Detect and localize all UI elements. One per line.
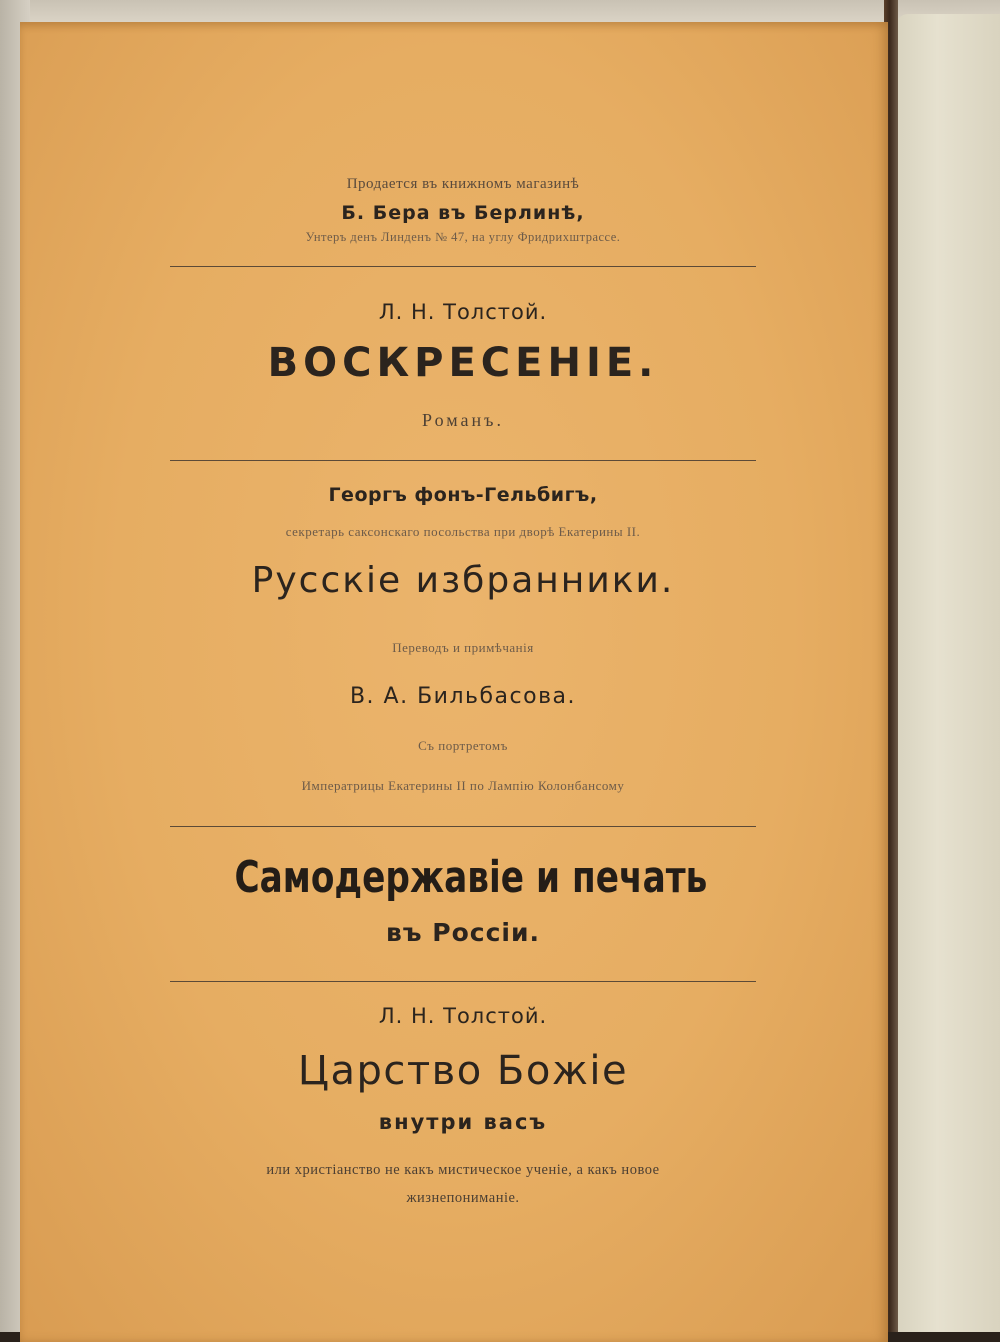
divider <box>170 460 756 461</box>
portrait-detail: Императрицы Екатерины II по Лампію Колонбансому <box>301 778 625 793</box>
portrait-note: Съ портретомъ <box>418 738 508 753</box>
seller-header <box>170 170 756 260</box>
book-voskresenie <box>170 296 756 446</box>
subtitle-vnutri-vas: внутри васъ <box>378 1110 548 1134</box>
divider <box>170 266 756 267</box>
author-gelbig: Георгъ фонъ-Гельбигъ, <box>328 484 598 506</box>
author-role: секретарь саксонскаго посольства при дворѣ Екатерины II. <box>285 524 641 539</box>
author-tolstoy-2: Л. Н. Толстой. <box>378 1004 548 1028</box>
translation-note: Переводъ и примѣчанія <box>392 640 534 655</box>
shop-name: Б. Бера въ Берлинѣ, <box>341 202 585 224</box>
subtitle-v-rossii: въ Россіи. <box>385 918 541 947</box>
genre-text: Романъ. <box>422 410 504 430</box>
description-line-1: или христіанство не какъ мистическое ученіе, а какъ новое <box>266 1162 660 1178</box>
title-tsarstvo-bozhie: Царство Божіе <box>297 1048 629 1094</box>
book-tsarstvo-bozhie <box>170 1000 756 1220</box>
author-tolstoy: Л. Н. Толстой. <box>378 300 548 324</box>
sold-at-text: Продается въ книжномъ магазинѣ <box>346 176 580 192</box>
description-line-2: жизнепониманіе. <box>406 1190 520 1206</box>
divider <box>170 826 756 827</box>
book-cover-edge <box>896 14 1000 1332</box>
shop-address: Унтеръ денъ Линденъ № 47, на углу Фридрихштрассе. <box>305 230 621 244</box>
title-voskresenie: ВОСКРЕСЕНІЕ. <box>267 340 659 386</box>
title-russkie-izbranniki: Русскіе избранники. <box>251 560 675 601</box>
book-samoderzhavie <box>170 846 756 966</box>
book-russkie-izbranniki <box>170 480 756 810</box>
title-samoderzhavie: Самодержавіе и печать <box>234 852 708 903</box>
translator-name: В. А. Бильбасова. <box>349 684 577 709</box>
divider <box>170 981 756 982</box>
